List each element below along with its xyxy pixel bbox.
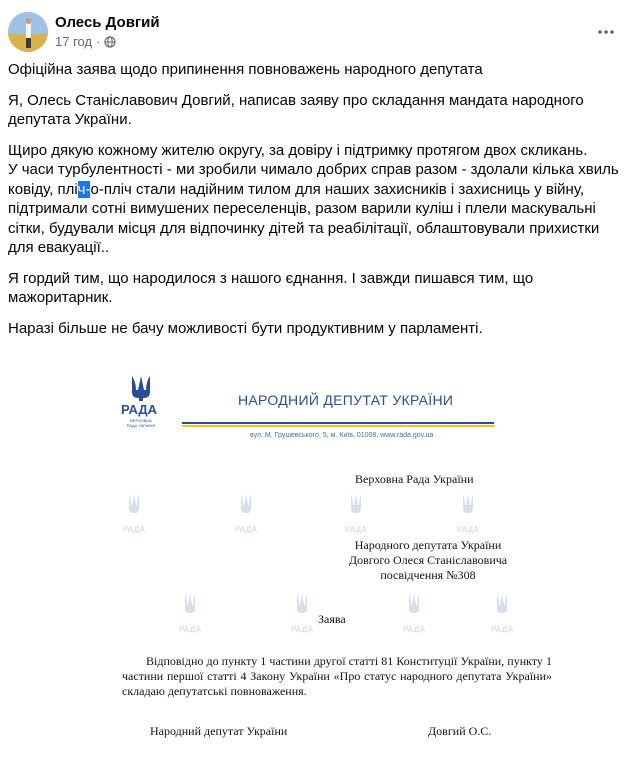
gratitude-text-a: Щиро дякую кожному жителю округу, за довіру і підтримку протягом двох скликань. У часи турбулентності - ми зробили чимало добрих справ разом - здолали кілька хвиль ковіду, плі [8, 141, 619, 198]
watermark-text: РАДА [456, 525, 480, 534]
watermark-text: РАДА [402, 625, 426, 634]
post-meta [55, 34, 116, 49]
document-body [122, 654, 552, 699]
document-body-text: Відповідно до пункту 1 частини другої статті 81 Конституції України, пункту 1 частини першої статті 4 Закону України «Про статус народного депутата України» складаю депутатські повноваження. [122, 654, 552, 698]
post-paragraph: Я, Олесь Станіславович Довгий, написав заяву про складання мандата народного депутата України. [8, 91, 584, 128]
rada-logo-text: РАДА [121, 402, 158, 417]
text-selection-highlight: ч- [77, 180, 91, 198]
watermark-text: РАДА [178, 625, 202, 634]
watermark-logo [178, 592, 202, 632]
watermark-logo [402, 592, 426, 632]
post-paragraph-gratitude [8, 141, 620, 258]
watermark-text: РАДА [234, 525, 258, 534]
post-paragraph: Офіційна заява щодо припинення повноважень народного депутата [8, 61, 483, 78]
post-time[interactable]: 17 год [55, 34, 93, 49]
watermark-logo [344, 492, 368, 532]
globe-icon[interactable] [104, 36, 116, 48]
watermark-text: РАДА [490, 625, 514, 634]
watermark-logo [122, 492, 146, 532]
sender-line: Народного депутата України [354, 538, 502, 552]
gratitude-text-b: о-пліч стали надійним тилом для наших захисників і захисниць у війну, підтримали сотні вимушених переселенців, разом варили куліш і плели маскувальні сітки, будували місця для відпочинку дітей та реабілітації, облаштовували прихистки для евакуації.. [8, 180, 600, 256]
sender-line: Довгого Олеся Станіславовича [348, 553, 508, 567]
post-paragraph: Я гордий тим, що народилося з нашого єднання. І завжди пишався тим, що мажоритарник. [8, 269, 534, 306]
meta-separator: · [96, 34, 101, 49]
watermark-logo [456, 492, 480, 532]
attached-document-image[interactable] [0, 352, 628, 760]
letterhead-blue-line [182, 422, 494, 424]
letterhead-address: вул. М. Грушевського, 5, м. Київ, 01008, www.rada.gov.ua [250, 432, 434, 439]
signature-name: Довгий О.С. [428, 724, 492, 738]
watermark-text: РАДА [290, 625, 314, 634]
document-subject: Заява [318, 612, 346, 626]
watermark-logo [290, 592, 314, 632]
letterhead-yellow-line [182, 425, 494, 427]
rada-logo-subtext: ВЕРХОВНА РАДА УКРАЇНИ [126, 418, 156, 428]
signature-title: Народний депутат України [150, 724, 288, 738]
post-header [8, 8, 620, 56]
document-sender [333, 538, 523, 583]
author-name[interactable]: Олесь Довгий [55, 14, 160, 31]
post-paragraph: Наразі більше не бачу можливості бути продуктивним у парламенті. [8, 319, 483, 337]
watermark-logo [490, 592, 514, 632]
author-avatar[interactable] [8, 12, 48, 52]
letterhead-title: НАРОДНИЙ ДЕПУТАТ УКРАЇНИ [238, 392, 454, 408]
watermark-text: РАДА [122, 525, 146, 534]
watermark-logo [234, 492, 258, 532]
watermark-text: РАДА [344, 525, 368, 534]
document-addressee: Верховна Рада України [355, 472, 474, 486]
more-options-icon[interactable] [596, 22, 616, 42]
sender-line: посвідчення №308 [380, 568, 476, 582]
